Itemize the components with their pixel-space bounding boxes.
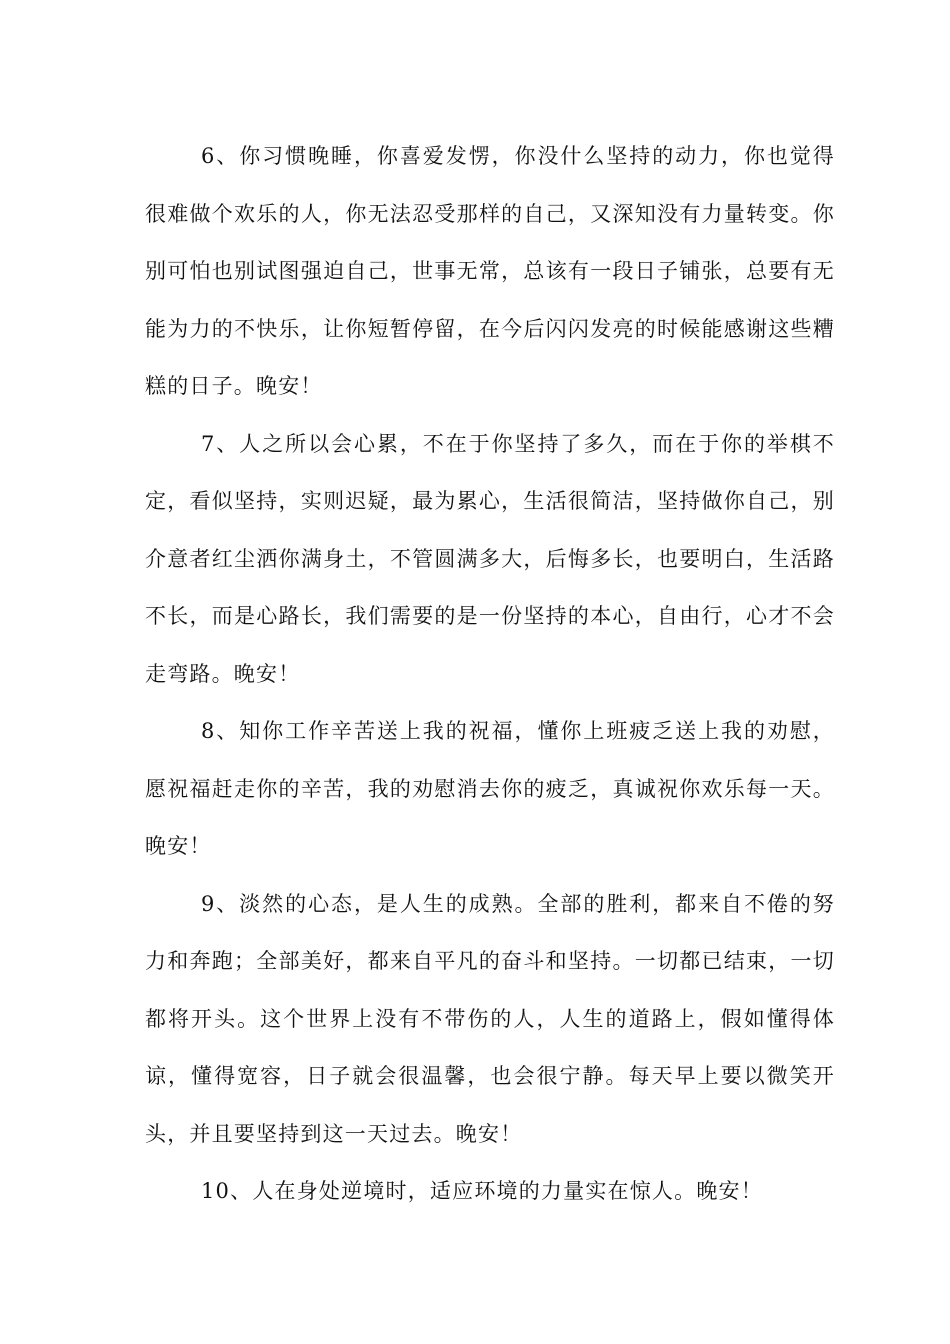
paragraph-9: 9、淡然的心态，是人生的成熟。全部的胜利，都来自不倦的努力和奔跑；全部美好，都来自平凡的奋斗和坚持。一切都已结束，一切都将开头。这个世界上没有不带伤的人，人生的道路上，假如懂得体谅，懂得宽容，日子就会很温馨，也会很宁静。每天早上要以微笑开头，并且要坚持到这一天过去。晚安！: [145, 891, 835, 1146]
paragraph-7: 7、人之所以会心累，不在于你坚持了多久，而在于你的举棋不定，看似坚持，实则迟疑，最为累心，生活很简洁，坚持做你自己，别介意者红尘洒你满身土，不管圆满多大，后悔多长，也要明白，生活路不长，而是心路长，我们需要的是一份坚持的本心，自由行，心才不会走弯路。晚安！: [145, 431, 835, 686]
document-body: [145, 128, 835, 1221]
paragraph-6: 6、你习惯晚睡，你喜爱发愣，你没什么坚持的动力，你也觉得很难做个欢乐的人，你无法忍受那样的自己，又深知没有力量转变。你别可怕也别试图强迫自己，世事无常，总该有一段日子铺张，总要有无能为力的不快乐，让你短暂停留，在今后闪闪发亮的时候能感谢这些糟糕的日子。晚安！: [145, 144, 835, 398]
paragraph-10: 10、人在身处逆境时，适应环境的力量实在惊人。晚安！: [201, 1179, 763, 1203]
paragraph-8: 8、知你工作辛苦送上我的祝福，懂你上班疲乏送上我的劝慰，愿祝福赶走你的辛苦，我的劝慰消去你的疲乏，真诚祝你欢乐每一天。晚安！: [145, 719, 835, 858]
